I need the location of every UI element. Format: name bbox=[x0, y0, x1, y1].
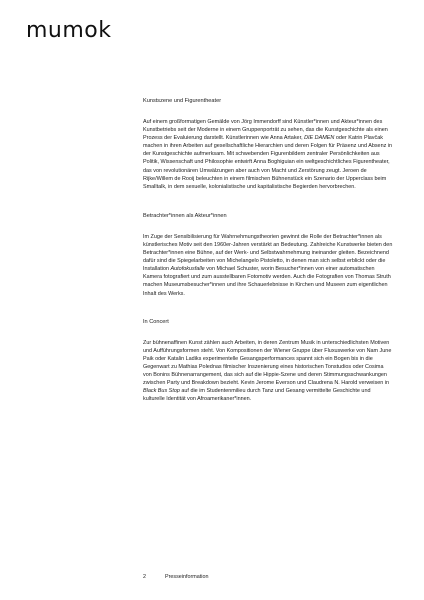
section-paragraph: Im Zuge der Sensibilisierung für Wahrnehmungstheorien gewinnt die Rolle der Betrachter*innen als künstlerisches Motiv seit den 1960er-Jahren verstärkt an Bedeutung. Zahlreiche Kunstwerke bieten den Betrachter*innen eine Bühne, auf der Werk- und Selbstwahrnehmung ineinander gleiten. Bezeichnend dafür sind die Spiegelarbeiten von Michelangelo Pistoletto, in denen man sich selbst erblickt oder die Installation Autofokusfalle von Michael Schuster, worin Besucher*innen von einer automatischen Kamera fotografiert und zum ausstellbaren Fotomotiv werden. Auch die Fotografien von Thomas Struth machen Museumsbesucher*innen und ihre Schauerlebnisse in Kirchen und Museen zum eigentlichen Inhalt des Werks. bbox=[143, 233, 393, 297]
press-text-body bbox=[143, 97, 393, 403]
section-heading: Betrachter*innen als Akteur*innen bbox=[143, 212, 227, 219]
footer-label: Presseinformation bbox=[165, 574, 209, 580]
section-heading: In Concert bbox=[143, 318, 169, 325]
section-paragraph: Zur bühnenaffinen Kunst zählen auch Arbeiten, in deren Zentrum Musik in unterschiedlichsten Motiven und Aufführungsformen steht. Von Kompositionen der Wiener Gruppe über Fluxuswerke von Nam June Paik oder Katalin Ladiks experimentelle Gesangsperformances spannt sich ein Bogen bis in die Gegenwart zu Mathias Polednas filmischer Inszenierung eines historischen Tonstudios oder Cosima von Bonins Bühnenarrangement, das sich auf die Hippie-Szene und deren Stimmungsschwankungen zwischen Party und Breakdown bezieht. Kevin Jerome Everson und Claudrena N. Harold verweisen in Black Bus Stop auf die im Studentenmilieu durch Tanz und Gesang vermittelte Geschichte und kulturelle Identität von Afroamerikaner*innen. bbox=[143, 339, 392, 403]
section-in-concert bbox=[143, 318, 393, 404]
section-heading: Kunstszene und Figurentheater bbox=[143, 98, 222, 104]
page-number: 2 bbox=[143, 574, 146, 580]
section-kunstszene bbox=[143, 97, 393, 191]
mumok-logo: mumok bbox=[26, 18, 112, 43]
section-paragraph: Auf einem großformatigen Gemälde von Jörg Immendorff sind Künstler*innen und Akteur*innen des Kunstbetriebs seit der Moderne in einem Gruppenporträt zu sehen, das die Kunstgeschichte als einen Prozess der Evaluierung darstellt. Künstlerinnen wie Anna Artaker, DIE DAMEN oder Katrin Plavčak machen in ihren Arbeiten auf gesellschaftliche Hierarchien und deren Folgen für Präsenz und Absenz in der Kunstgeschichte aufmerksam. Mit schwebenden Figurenbildern zentraler Persönlichkeiten aus Politik, Wissenschaft und Philosophie entwirft Anna Boghiguian ein weltgeschichtliches Figurentheater, das von revolutionären Umwälzungen aber auch von Macht und Zerstörung zeugt. Jeroen de Rijke/Willem de Rooij beleuchten in einem filmischen Bühnenstück ein Szenario der Upperclass beim Smalltalk, in dem sexuelle, kolonialistische und kapitalistische Begierden hervorbrechen. bbox=[143, 119, 393, 190]
section-betrachter bbox=[143, 212, 393, 298]
